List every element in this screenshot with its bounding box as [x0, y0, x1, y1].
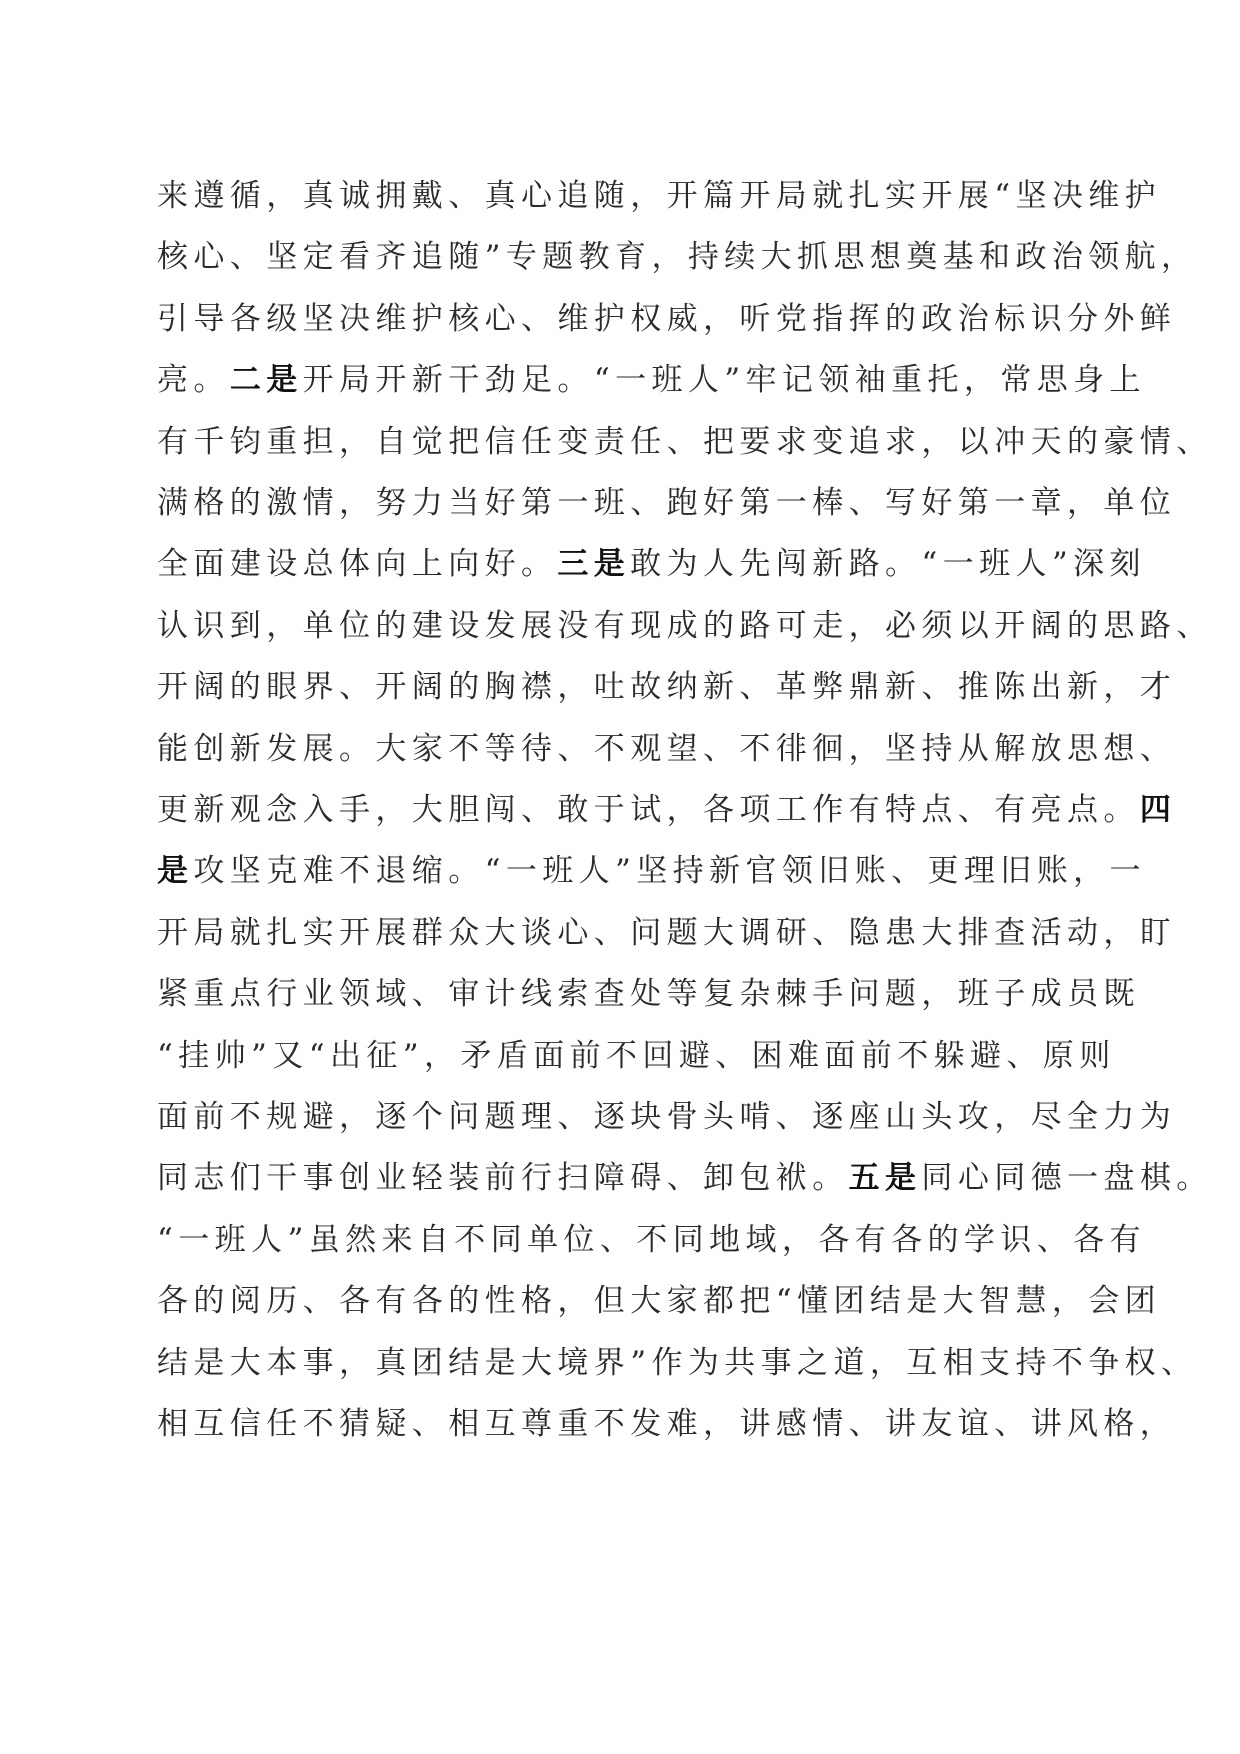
- text-run: 敢为人先闯新路。“一班人”深刻: [630, 546, 1146, 583]
- text-line: [157, 913, 1177, 953]
- text-line: [157, 1158, 1213, 1198]
- text-run: 开阔的眼界、开阔的胸襟，吐故纳新、革弊鼎新、推陈出新，才: [157, 669, 1177, 706]
- text-line: [157, 1404, 1177, 1444]
- text-line: [157, 851, 1146, 891]
- text-line: [157, 360, 1146, 400]
- text-line: [157, 606, 1213, 646]
- text-line: [157, 544, 1146, 584]
- text-run: 引导各级坚决维护核心、维护权威，听党指挥的政治标识分外鲜: [157, 300, 1177, 337]
- bold-marker: 二是: [229, 362, 303, 399]
- text-line: [157, 667, 1177, 707]
- bold-marker: 五是: [848, 1160, 922, 1197]
- text-run: 核心、坚定看齐追随”专题教育，持续大抓思想奠基和政治领航，: [157, 239, 1198, 276]
- text-run: 有千钧重担，自觉把信任变责任、把要求变追求，以冲天的豪情、: [157, 423, 1213, 460]
- text-run: 结是大本事，真团结是大境界”作为共事之道，互相支持不争权、: [157, 1344, 1198, 1381]
- text-line: [157, 729, 1177, 769]
- text-line: [157, 422, 1213, 462]
- text-run: 更新观念入手，大胆闯、敢于试，各项工作有特点、有亮点。: [157, 792, 1140, 828]
- text-run: 全面建设总体向上向好。: [157, 546, 558, 583]
- text-run: “一班人”虽然来自不同单位、不同地域，各有各的学识、各有: [157, 1221, 1146, 1258]
- text-line: [157, 176, 1162, 216]
- text-run: 开局就扎实开展群众大谈心、问题大调研、隐患大排查活动，盯: [157, 914, 1177, 951]
- text-run: 同心同德一盘棋。: [921, 1160, 1213, 1197]
- text-line: [157, 1097, 1177, 1137]
- text-run: 能创新发展。大家不等待、不观望、不徘徊，坚持从解放思想、: [157, 730, 1177, 767]
- text-run: 亮。: [157, 362, 230, 399]
- text-run: 相互信任不猜疑、相互尊重不发难，讲感情、讲友谊、讲风格，: [157, 1406, 1177, 1442]
- bold-marker: 四: [1139, 792, 1177, 828]
- text-line: [157, 1343, 1198, 1383]
- text-line: [157, 790, 1177, 830]
- text-line: [157, 1281, 1162, 1321]
- text-run: 开局开新干劲足。“一班人”牢记领袖重托，常思身上: [302, 362, 1146, 399]
- text-line: [157, 974, 1140, 1014]
- text-run: 面前不规避，逐个问题理、逐块骨头啃、逐座山头攻，尽全力为: [157, 1099, 1177, 1135]
- text-line: [157, 483, 1177, 523]
- bold-marker: 三是: [557, 546, 631, 583]
- text-run: 认识到，单位的建设发展没有现成的路可走，必须以开阔的思路、: [157, 607, 1213, 644]
- bold-marker: 是: [157, 853, 194, 890]
- text-run: 紧重点行业领域、审计线索查处等复杂棘手问题，班子成员既: [157, 976, 1140, 1013]
- text-run: 攻坚克难不退缩。“一班人”坚持新官领旧账、更理旧账，一: [193, 853, 1146, 890]
- text-run: 各的阅历、各有各的性格，但大家都把“懂团结是大智慧，会团: [157, 1283, 1162, 1320]
- text-line: [157, 299, 1177, 339]
- text-run: 同志们干事创业轻装前行扫障碍、卸包袱。: [157, 1160, 849, 1197]
- text-line: [157, 1036, 1117, 1076]
- text-run: 满格的激情，努力当好第一班、跑好第一棒、写好第一章，单位: [157, 485, 1177, 521]
- text-line: [157, 237, 1198, 277]
- text-line: [157, 1220, 1146, 1260]
- text-run: 来遵循，真诚拥戴、真心追随，开篇开局就扎实开展“坚决维护: [157, 178, 1162, 214]
- text-run: “挂帅”又“出征”，矛盾面前不回避、困难面前不躲避、原则: [157, 1037, 1116, 1074]
